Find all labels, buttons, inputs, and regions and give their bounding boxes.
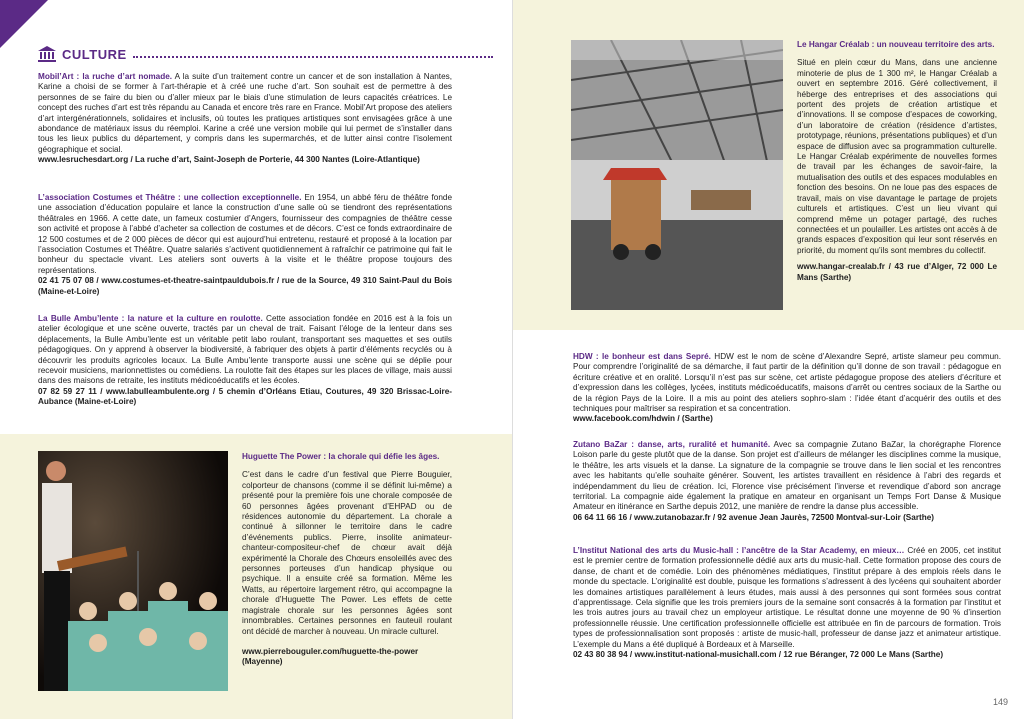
page-number: 149 [992, 697, 1008, 707]
article-address[interactable]: 06 64 11 66 16 / www.zutanobazar.fr / 92 avenue Jean Jaurès, 72500 Montval-sur-Loir (Sarthe) [573, 512, 935, 522]
article-body: HDW est le nom de scène d’Alexandre Sepré, artiste slameur peu commun. Pour comprendre l’originalité de sa démarche, il faut partir de la définition qu’il donne de son travail : pédagogue en écriture créative et en oralité. Lorsqu’il n’est pas sur scène, cet artiste pédagogue propose des ateliers d’écriture et d’expression dans les collèges, lycées, instituts médicoéducatifs, maisons d’arrêt ou centres sociaux de la Sarthe ou de la région Pays de la Loire. Il a mis au point des ateliers sophro-slam : l’idée étant d’acquérir des outils et des techniques pour maîtriser sa respiration et sa concentration. [573, 352, 1001, 414]
article-body: Avec sa compagnie Zutano BaZar, la chorégraphe Florence Loison parle du geste plutôt que de la danse. Son projet est d’ailleurs de mélanger les disciplines comme la musique, le théâtre, les arts visuels et la danse. La signature de la compagnie se trouve dans le lien social et les rencontres avec les habitants qu’elle souhaite générer. Souvent, les artistes travaillent en résidence à l’abri des regards et indépendamment du lieu de création. Ici, Florence vise précisément l’inverse et revendique d’abord son ancrage territorial. La compagnie aide également la pratique en amateur en organisant un Temps Fort Danse & Musique Amateur en itinérance en Sarthe depuis 2012, une manière de rendre la danse plus accessible. [573, 440, 1002, 512]
article-mobilart [38, 72, 452, 166]
corner-decoration [0, 0, 48, 48]
article-zutano [573, 440, 1001, 523]
article-address[interactable]: www.pierrebouguler.com/huguette-the-power (Mayenne) [242, 646, 419, 667]
article-heading: Le Hangar Créalab : un nouveau territoire des arts. [797, 40, 995, 49]
article-address[interactable]: www.hangar-crealab.fr / 43 rue d’Alger, 72 000 Le Mans (Sarthe) [797, 262, 997, 282]
section-header [38, 46, 493, 62]
article-costumes [38, 193, 452, 297]
article-heading: Mobil’Art : la ruche d’art nomade. [38, 72, 173, 81]
article-address[interactable]: 02 41 75 07 08 / www.costumes-et-theatre-saintpauldubois.fr / rue de la Source, 49 310 Saint-Paul du Bois (Maine-et-Loire) [38, 276, 452, 296]
article-address[interactable]: www.lesruchesdart.org / La ruche d’art, Saint-Joseph de Porterie, 44 300 Nantes (Loire-Atlantique) [38, 155, 420, 165]
section-title: CULTURE [62, 46, 127, 62]
article-body: A la suite d’un traitement contre un cancer et de son installation à Nantes, Karine a choisi de se former à l’art-thérapie et à créé une ruche d’art. Son souhait est de permettre à des personnes de se faire du bien ou d’aller mieux par le biais d’une stimulation de leurs capacités créatrices. Le concept des ruches d’art est très répandu au Canada et encore très rare en France. Mobil’Art propose des ateliers d’art intergénérationnels, solidaires et inclusifs, où toutes les pratiques artistiques sont envisagées grâce à une abondance de matériaux issus du réemploi. Karine a créé une version mobile qui lui permet de s’installer dans tous les lieux publics du département, y compris dans les supermarchés, et de lutter ainsi contre l’isolement géographique et social. [38, 72, 452, 154]
article-heading: Huguette The Power : la chorale qui défie les âges. [242, 452, 440, 461]
article-body: Situé en plein cœur du Mans, dans une ancienne minoterie de plus de 1 300 m², le Hangar Créalab a ouvert en septembre 2016. Géré collectivement, il héberge des entreprises et des associations qui portent des projets de création artistique et d’innovations. Il se compose d’espaces de coworking, d’un laboratoire de création (résidence d’artistes, prototypage, réunions, présentations publiques) et d’un espace de diffusion avec sa programmation culturelle. Le Hangar Créalab expérimente de nouvelles formes de travail par les échanges de savoir-faire, la mutualisation des outils et des espaces modulables en fonction des besoins. On ne loue pas des espaces de travail, mais on vise davantage le partage de projets culturels et artistiques. C’est un lieu vivant qui comprend même un potager partagé, des ruches connectées et un poulailler. Les artistes ont accès à de grands espaces d’exposition qui leur sont réservés en priorité, du moment qu’ils sont membres du collectif. [797, 58, 997, 255]
article-address[interactable]: 02 43 80 38 94 / www.institut-national-musichall.com / 12 rue Béranger, 72 000 Le Mans (Sarthe) [573, 650, 944, 660]
article-heading: L’association Costumes et Théâtre : une collection exceptionnelle. [38, 193, 302, 202]
hangar-photo [571, 40, 783, 310]
article-body: Cette association fondée en 2016 est à la fois un atelier écologique et une scène ouverte, tractés par un cheval de trait. Faisant l’éloge de la lenteur dans ses déplacements, la Bulle Ambu’lente est un véritable petit labo roulant, transportant ses maquettes et ses outils pédagogiques. On y apprend à observer la biodiversité, à fabriquer des objets à partir d’éléments recyclés ou à découvrir les produits agricoles locaux. La Bulle Ambu’lente transporte aussi une scène qui se déplie pour recevoir musiciens, marionnettistes ou comédiens. La roulotte fait des étapes sur les places de village, mais aussi dans des maisons de retraite, les instituts médicoéducatifs et les écoles. [38, 314, 452, 386]
choir-photo [38, 451, 228, 691]
right-page [512, 0, 1024, 719]
article-hangar [797, 40, 997, 283]
article-body: En 1954, un abbé féru de théâtre fonde une association d’éducation populaire et lance la construction d’une salle où se tiendront des représentations théâtrales en 1966. A cette date, un fameux costumier d’Angers, fournisseur des compagnies de théâtre cesse son activité et propose à l’abbé d’acheter sa collection de costumes et de décors. C’est ce fonds extraordinaire de 12 500 costumes et de 2 000 pièces de décor qui est aujourd’hui entretenu, restauré et proposé à la location par l’association Costumes et Théâtre. Quatre salariés s’activent quotidiennement à rafraîchir ce patrimoine qui fait le bonheur du spectacle vivant. Les ateliers sont ouverts à la visite et le théâtre propose toujours des représentations. [38, 193, 452, 275]
temple-icon [38, 46, 56, 62]
article-heading: Zutano BaZar : danse, arts, ruralité et humanité. [573, 440, 771, 449]
article-heading: La Bulle Ambu’lente : la nature et la culture en roulotte. [38, 314, 263, 323]
article-huguette [242, 452, 452, 668]
dotted-rule [133, 50, 493, 58]
article-heading: HDW : le bonheur est dans Sepré. [573, 352, 711, 361]
article-address[interactable]: 07 82 59 27 11 / www.labulleambulente.org / 5 chemin d’Orléans Etiau, Coutures, 49 320 Brissac-Loire-Aubance (Maine-et-Loire) [38, 386, 452, 407]
article-address[interactable]: www.facebook.com/hdwin / (Sarthe) [573, 414, 713, 424]
article-body: C’est dans le cadre d’un festival que Pierre Bouguier, colporteur de chansons (comme il se définit lui-même) a présenté pour la première fois une chorale composée de 60 personnes âgées provenant d’EHPAD ou de résidences autonomie du département. La chorale a continué à sillonner le territoire dans le cadre d’événements publics. Pierre, insolite animateur-chanteur-compositeur-chef de chœur avait déjà expérimenté la Chorale des Chœurs ensoleillés avec des personnes porteuses d’un handicap physique ou psychique. Il a ensuite créé sa formation. Même les Watts, au répertoire largement rétro, qui accompagne la chorale d’Huguette The Power. Les effets de cette magistrale chorale sur les personnes âgées sont innombrables. Certaines personnes en fauteuil roulant ont décidé de marcher à nouveau. Un miracle culturel. [242, 470, 452, 636]
article-institut [573, 546, 1001, 660]
article-heading: L’Institut National des arts du Music-hall : l’ancêtre de la Star Academy, en mieux… [573, 546, 905, 555]
article-hdw [573, 352, 1001, 425]
article-bulle [38, 314, 452, 408]
article-body: Créé en 2005, cet institut est le premier centre de formation professionnelle dédié aux arts du music-hall. Cette formation propose des cours de danse, de chant et de comédie. Loin des phénomènes médiatiques, l’institut prépare à des emplois réels dans le monde du spectacle. L’originalité est double, puisque les formations s’adressent à des lycéens qui souhaitent aborder les domaines artistiques parallèlement à leurs études, mais aussi à des personnes qui sont formées sous contrat d’apprentissage. Cela signifie que les trois premiers jours de la semaine sont consacrés à la formation par l’institut et les trois autres jours au travail chez un employeur artistique. Le résultat donne une moyenne de 90 % d’insertion professionnelle réussie. Une certification professionnelle officielle est attribuée en fin de parcours de formation. Trois types de professionnalisation sont proposés : artiste de music-hall, professeur de danse jazz et animateur artistique. L’exemple du Mans a été dupliqué à Bordeaux et à Marseille. [573, 546, 1001, 649]
